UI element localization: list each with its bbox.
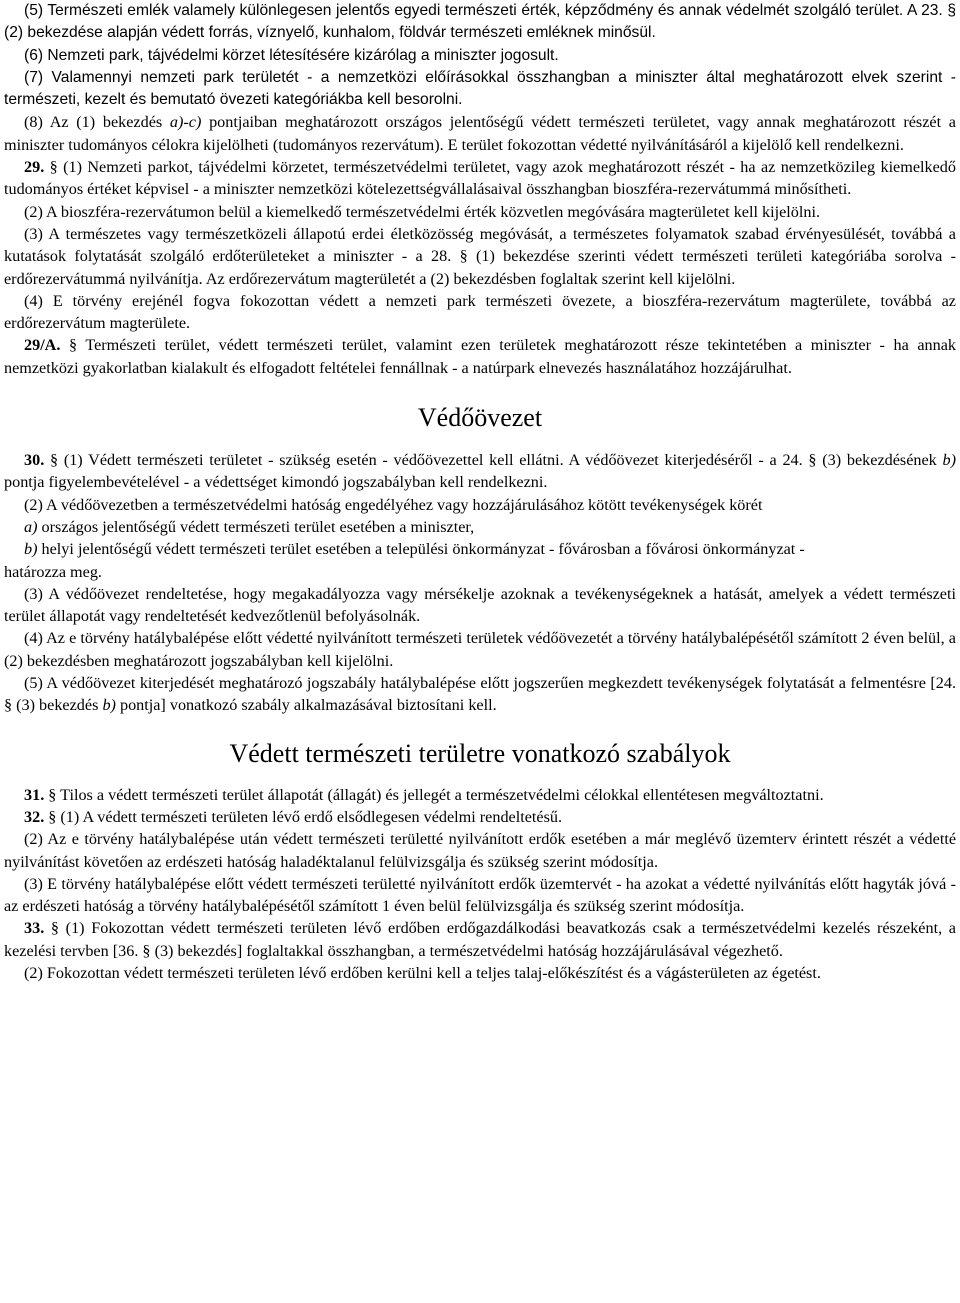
section-30-p4: (4) Az e törvény hatálybalépése előtt védetté nyilvánított természeti területek védőövezetét a törvény hatálybalépésétől számított 2 éven belül, a (2) bekezdésben meghatározott jogszabályban kell kijelölni. bbox=[4, 629, 956, 670]
paragraph-8: (8) Az (1) bekezdés a)-c) pontjaiban meghatározott országos jelentőségű védett természeti területet, vagy annak meghatározott részét a miniszter tudományos célokra kijelölheti (tudományos rezervátum). E terület fokozottan védetté nyilvánításáról a kijelölő kell rendelkezni. bbox=[4, 113, 956, 154]
section-number-33: 33. bbox=[24, 919, 45, 938]
heading-vedoovezet: Védőövezet bbox=[417, 403, 543, 433]
section-number-29: 29. bbox=[24, 158, 45, 177]
section-29-p1: 29. § (1) Nemzeti parkot, tájvédelmi körzetet, természetvédelmi területet, vagy azok meghatározott részét - ha az nemzetközileg kiemelkedő tudományos értéket képvisel - a miniszter nemzetközi kötelezettségvállalásaival összhangban bioszféra-rezervátummá minősítheti. bbox=[4, 158, 956, 199]
section-30-p2-b: b) helyi jelentőségű védett természeti terület esetében a települési önkormányzat - fővárosban a fővárosi önkormányzat - bbox=[24, 540, 805, 559]
section-30-p3: (3) A védőövezet rendeltetése, hogy megakadályozza vagy mérsékelje azoknak a tevékenységeknek a hatását, amelyek a védett természeti terület állapotát vagy rendeltetését kedvezőtlenül befolyásolnák. bbox=[4, 584, 956, 626]
section-30-p1: 30. § (1) Védett természeti területet - szükség esetén - védőövezettel kell ellátni. A védőövezet kiterjedéséről - a 24. § (3) bekezdésének b) pontja figyelembevételével - a védettséget kimondó jogszabályban kell rendelkezni. bbox=[4, 451, 956, 492]
section-30-p2-c: határozza meg. bbox=[4, 562, 102, 581]
paragraph-6: (6) Nemzeti park, tájvédelmi körzet létesítésére kizárólag a miniszter jogosult. bbox=[24, 46, 559, 64]
section-33-p2: (2) Fokozottan védett természeti területen lévő erdőben kerülni kell a teljes talaj-előkészítést és a vágásterületen az égetést. bbox=[24, 963, 821, 982]
ref-a-c: a)-c) bbox=[169, 113, 202, 132]
paragraph-7: (7) Valamennyi nemzeti park területét - a nemzetközi előírásokkal összhangban a miniszter által meghatározott elvek szerint - természeti, kezelt és bemutató övezeti kategóriákba kell besorolni. bbox=[4, 68, 956, 109]
paragraph-5: (5) Természeti emlék valamely különlegesen jelentős egyedi természeti érték, képződmény és annak védelmét szolgáló terület. A 23. § (2) bekezdése alapján védett forrás, víznyelő, kunhalom, földvár természeti emléknek minősül. bbox=[4, 2, 956, 42]
section-29-p4: (4) E törvény erejénél fogva fokozottan védett a nemzeti park természeti övezete, a bioszféra-rezervátum magterülete, továbbá az erdőrezervátum magterülete. bbox=[4, 291, 956, 333]
section-number-32: 32. bbox=[24, 807, 45, 826]
section-29-p2: (2) A bioszféra-rezervátumon belül a kiemelkedő természetvédelmi érték közvetlen megóvására magterületet kell kijelölni. bbox=[24, 202, 821, 221]
section-30-p2-a: a) országos jelentőségű védett természeti terület esetében a miniszter, bbox=[24, 517, 475, 536]
section-30-p5: (5) A védőövezet kiterjedését meghatározó jogszabály hatálybalépése előtt jogszerűen megkezdett tevékenységek folytatását a felmentésre [24. § (3) bekezdés b) pontja] vonatkozó szabály alkalmazásával biztosítani kell. bbox=[4, 674, 956, 715]
section-33-p1: 33. § (1) Fokozottan védett természeti területen lévő erdőben erdőgazdálkodási beavatkozás csak a természetvédelmi kezelés részeként, a kezelési tervben [36. § (3) bekezdés] foglaltakkal összhangban, a természetvédelmi hatóság hozzájárulásával végezhető. bbox=[4, 919, 956, 960]
heading-szabalyok: Védett természeti területre vonatkozó szabályok bbox=[229, 738, 731, 768]
section-number-29a: 29/A. bbox=[24, 336, 61, 355]
section-32-p3: (3) E törvény hatálybalépése előtt védett természeti területté nyilvánított erdők üzemtervét - ha azokat a védetté nyilvánítás előtt hagyták jóvá - az erdészeti hatóság a törvény hatálybalépésétől számított 1 éven belül felülvizsgálja és szükség szerint módosítja. bbox=[4, 874, 956, 916]
section-number-31: 31. bbox=[24, 785, 45, 804]
section-number-30: 30. bbox=[24, 451, 45, 470]
section-30-p2: (2) A védőövezetben a természetvédelmi hatóság engedélyéhez vagy hozzájárulásához kötött tevékenységek körét bbox=[24, 495, 763, 514]
section-31: 31. § Tilos a védett természeti terület állapotát (állagát) és jellegét a természetvédelmi célokkal ellentétesen megváltoztatni. bbox=[24, 785, 824, 804]
section-32-p2: (2) Az e törvény hatálybalépése után védett természeti területté nyilvánított erdők esetében a már meglévő üzemterv érintett részét a védetté nyilvánítást követően az erdészeti hatóság haladéktalanul felülvizsgálja és szükség szerint módosítja. bbox=[4, 830, 956, 871]
section-29-p3: (3) A természetes vagy természetközeli állapotú erdei életközösség megóvását, a természetes folyamatok szabad érvényesülését, továbbá a kutatások folytatását szolgáló erdőterületeket a miniszter - a 28. § (1) bekezdése szerinti védett természeti területi kategóriába sorolva - erdőrezervátummá nyilvánítja. Az erdőrezervátum magterületét a (2) bekezdésben foglaltak szerint kell kijelölni. bbox=[4, 224, 956, 288]
section-29a: 29/A. § Természeti terület, védett természeti terület, valamint ezen területek meghatározott része tekintetében a miniszter - ha annak nemzetközi gyakorlatban kialakult és elfogadott feltételei fennállnak - a natúrpark elnevezés használatához hozzájárulhat. bbox=[4, 336, 956, 377]
section-32-p1: 32. § (1) A védett természeti területen lévő erdő elsődlegesen védelmi rendeltetésű. bbox=[24, 807, 563, 826]
